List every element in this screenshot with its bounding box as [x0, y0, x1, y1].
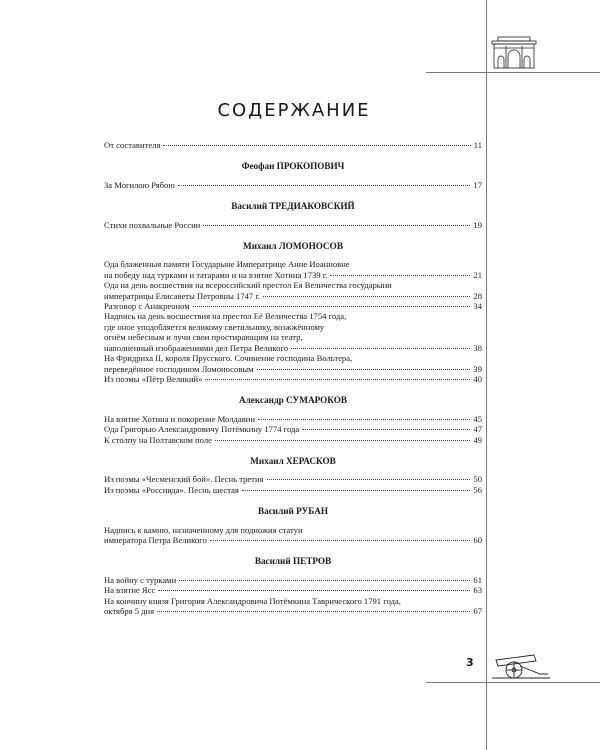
- author-heading: Феофан ПРОКОПОВИЧ: [241, 161, 345, 172]
- dot-leader: [179, 580, 470, 581]
- toc-entry-title: К столпу на Полтавском поле: [104, 434, 212, 445]
- toc-entry-line: Надпись на день восшествия на престол Её Величества 1754 года,: [104, 311, 347, 322]
- toc-entry-title: переведённое господином Ломоносовым: [104, 363, 254, 374]
- toc-entry[interactable]: [104, 585, 482, 595]
- toc-entry[interactable]: [104, 220, 482, 230]
- toc-entry-title: Ода Григорью Александровичу Потёмкину 1774 года: [104, 424, 300, 435]
- toc-entry-title: Стихи похвальные России: [104, 219, 201, 230]
- toc-page-number: 49: [473, 434, 482, 445]
- toc-entry-title: На взятие Ясс: [104, 585, 156, 596]
- author-heading: Михаил ЛОМОНОСОВ: [243, 241, 343, 252]
- cannon-icon: [490, 646, 552, 680]
- dot-leader: [203, 225, 470, 226]
- toc-entry-title: На взятие Хотина и покорение Молдавии: [104, 413, 255, 424]
- toc-entry-title: От составителя: [104, 140, 161, 150]
- toc-entry[interactable]: [104, 424, 482, 434]
- triumphal-arch-icon: [490, 34, 538, 70]
- table-of-contents: [104, 140, 482, 616]
- toc-page-number: 40: [473, 373, 482, 384]
- dot-leader: [178, 185, 471, 186]
- dot-leader: [291, 348, 470, 349]
- toc-entry-line: огнём небесным и лучи свои простирающим на театр,: [104, 332, 303, 343]
- dot-leader: [158, 590, 470, 591]
- toc-entry-line: Ода на день восшествия на всероссийский престол Ея Величества государыни: [104, 280, 392, 291]
- toc-entry[interactable]: [104, 280, 482, 301]
- dot-leader: [215, 440, 470, 441]
- toc-entry-line: На кончину князя Григория Александровича Потёмкина Таврического 1791 года,: [104, 595, 401, 606]
- toc-page-number: 11: [473, 140, 482, 150]
- dot-leader: [210, 540, 471, 541]
- toc-page-number: 28: [473, 290, 482, 301]
- toc-page-number: 60: [473, 534, 482, 545]
- toc-entry[interactable]: [104, 525, 482, 546]
- toc-page-number: 45: [473, 413, 482, 424]
- toc-page-number: 17: [473, 179, 482, 190]
- dot-leader: [205, 379, 470, 380]
- toc-page-number: 39: [473, 363, 482, 374]
- dot-leader: [157, 611, 470, 612]
- toc-entry[interactable]: [104, 259, 482, 280]
- toc-entry[interactable]: [104, 301, 482, 311]
- dot-leader: [302, 429, 470, 430]
- toc-page-number: 63: [473, 585, 482, 596]
- author-heading: Михаил ХЕРАСКОВ: [250, 455, 336, 466]
- author-heading: Василий РУБАН: [258, 506, 328, 517]
- toc-entry[interactable]: [104, 311, 482, 353]
- toc-entry-title: октября 5 дня: [104, 606, 155, 616]
- dot-leader: [263, 296, 470, 297]
- toc-entry-line: Надпись к камню, назначенному для подножия статуи: [104, 524, 303, 535]
- toc-page-number: 67: [473, 606, 482, 616]
- author-heading: Василий ПЕТРОВ: [254, 556, 332, 567]
- toc-page-number: 34: [473, 301, 482, 312]
- toc-entry-title: наполненный изображениями дел Петра Великого: [104, 342, 289, 353]
- margin-vertical-rule: [486, 0, 487, 750]
- toc-page-number: 56: [473, 484, 482, 495]
- toc-entry-title: Из поэмы «Россияда». Песнь шестая: [104, 484, 239, 495]
- toc-entry[interactable]: [104, 575, 482, 585]
- toc-entry-title: Из поэмы «Пётр Великий»: [104, 373, 203, 384]
- toc-page-number: 21: [473, 269, 482, 280]
- toc-entry-line: На Фридриха II, короля Прусского. Сочинение господина Вольтера,: [104, 353, 353, 364]
- page-number: 3: [466, 656, 474, 669]
- toc-page-number: 47: [473, 424, 482, 435]
- toc-entry[interactable]: [104, 180, 482, 190]
- dot-leader: [330, 275, 470, 276]
- toc-entry[interactable]: [104, 414, 482, 424]
- toc-page-number: 50: [473, 474, 482, 485]
- toc-entry-title: императора Петра Великого: [104, 534, 207, 545]
- toc-entry-title: на победу над турками и татарами и на взятие Хотина 1739 г.: [104, 269, 328, 280]
- footer-rule: [426, 682, 600, 683]
- author-heading: Василий ТРЕДИАКОВСКИЙ: [231, 201, 355, 212]
- page-title: СОДЕРЖАНИЕ: [217, 100, 371, 122]
- toc-entry[interactable]: [104, 485, 482, 495]
- toc-entry-title: Из поэмы «Чесменский бой». Песнь третия: [104, 474, 264, 485]
- dot-leader: [242, 490, 471, 491]
- toc-entry-title: На войну с турками: [104, 574, 177, 585]
- dot-leader: [267, 479, 471, 480]
- toc-entry[interactable]: [104, 353, 482, 374]
- toc-entry-line: где оное уподобляется великому светильнику, возжжённому: [104, 321, 325, 332]
- toc-entry[interactable]: [104, 140, 482, 150]
- dot-leader: [163, 145, 470, 146]
- toc-entry[interactable]: [104, 374, 482, 384]
- toc-entry-title: императрицы Елисаветы Петровны 1747 г.: [104, 290, 261, 301]
- dot-leader: [193, 306, 471, 307]
- toc-entry-title: Разговор с Анакреоном: [104, 301, 190, 312]
- toc-page-number: 61: [473, 574, 482, 585]
- dot-leader: [258, 419, 470, 420]
- dot-leader: [257, 369, 471, 370]
- author-heading: Александр СУМАРОКОВ: [238, 395, 348, 406]
- header-rule: [426, 72, 600, 73]
- toc-entry-title: За Могилою Рябою: [104, 179, 175, 190]
- toc-page-number: 38: [473, 342, 482, 353]
- toc-entry[interactable]: [104, 596, 482, 617]
- toc-entry[interactable]: [104, 474, 482, 484]
- toc-page-number: 19: [473, 219, 482, 230]
- toc-entry-line: Ода блаженныя памяти Государыне Императрице Анне Иоанновне: [104, 259, 350, 270]
- toc-entry[interactable]: [104, 435, 482, 445]
